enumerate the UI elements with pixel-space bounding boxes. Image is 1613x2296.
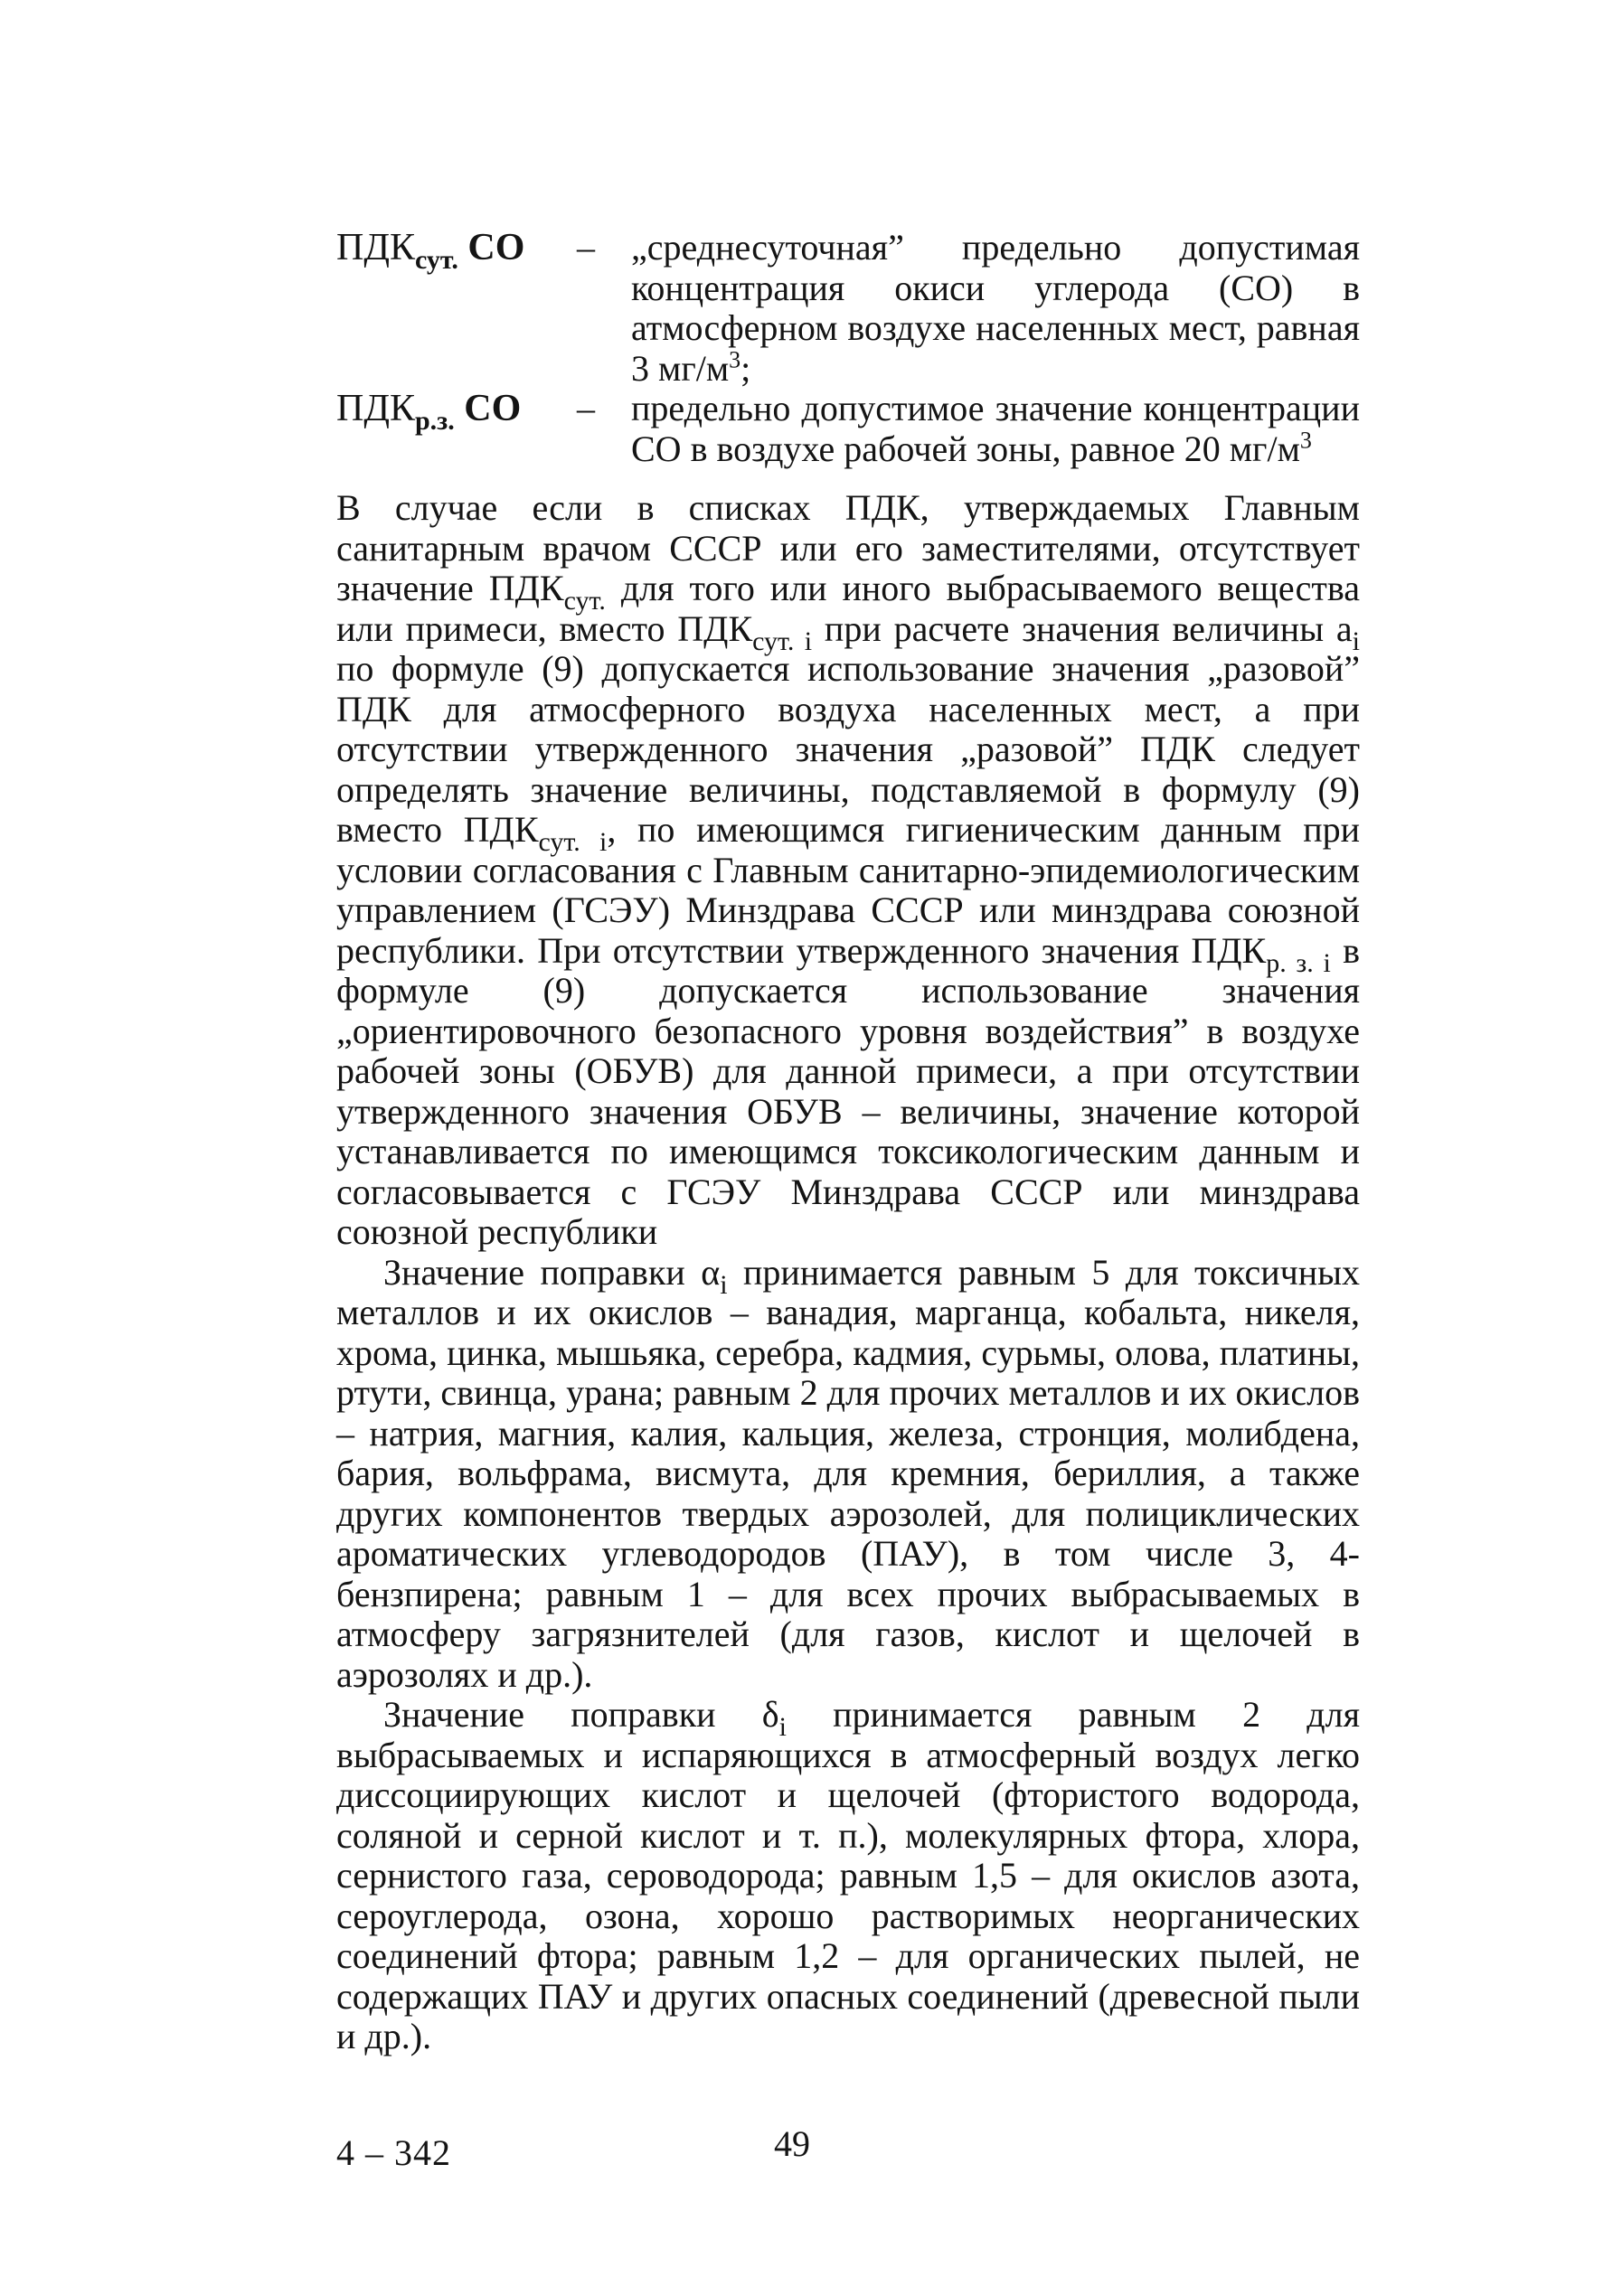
definition-term: $ПДК_{сут.}$ CO <box>336 227 525 275</box>
paragraph-pdk-absence: В случае если в списках ПДК, утверждаемых Главным санитарным врачом СССР или его заместителями, отсутствует значение $ПДК_{сут.}$ для того или иного выбрасываемого вещества или примеси, вместо $ПДК_{сут. i}$ при расчете значения величины $a_i$ по формуле (9) допускается использование значения „разовой” ПДК для атмосферного воздуха населенных мест, а при отсутствии утвержденного значения „разовой” ПДК следует определять значение величины, подставляемой в формулу (9) вместо $ПДК_{сут. i}$, по имеющимся гигиеническим данным при условии согласования с Главным санитарно-эпидемиологическим управлением (ГСЭУ) Минздрава СССР или минздрава союзной республики. При отсутствии утвержденного значения $ПДК_{р. з. i}$ в формуле (9) допускается использование значения „ориентировочного безопасного уровня воздействия” в воздухе рабочей зоны (ОБУВ) для данной примеси, а при отсутствии утвержденного значения ОБУВ – величины, значение которой устанавливается по имеющимся токсикологическим данным и согласовывается с ГСЭУ Минздрава СССР или минздрава союзной республики <box>336 487 1361 1252</box>
definitions-list <box>336 228 1360 469</box>
print-signature: 4 – 342 <box>336 2132 451 2173</box>
definition-row <box>336 228 1360 389</box>
page-number: 49 <box>774 2123 810 2164</box>
definition-dash: – <box>577 388 595 428</box>
definition-dash: – <box>577 227 595 268</box>
paragraph-delta-correction: Значение поправки $\delta_i$ принимается равным 2 для выбрасываемых и испаряющихся в атмосферный воздух легко диссоциирующих кислот и щелочей (фтористого водорода, соляной и серной кислот и т. п.), молекулярных фтора, хлора, сернистого газа, сероводорода; равным 1,5 – для окислов азота, сероуглерода, озона, хорошо растворимых неорганических соединений фтора; равным 1,2 – для органических пылей, не содержащих ПАУ и других опасных соединений (древесной пыли и др.). <box>336 1694 1360 2056</box>
definition-text: „среднесуточная” предельно допустимая концентрация окиси углерода (CO) в атмосферном воздухе населенных мест, равная 3 $мг/м^3$; <box>631 227 1360 389</box>
definition-text: предельно допустимое значение концентрации CO в воздухе рабочей зоны, равное 20 $мг/м^3$ <box>631 388 1360 469</box>
paragraph-alpha-correction: Значение поправки $\alpha_i$ принимается равным 5 для токсичных металлов и их окислов – ванадия, марганца, кобальта, никеля, хрома, цинка, мышьяка, серебра, кадмия, сурьмы, олова, платины, ртути, свинца, урана; равным 2 для прочих металлов и их окислов – натрия, магния, калия, кальция, железа, стронция, молибдена, бария, вольфрама, висмута, для кремния, бериллия, а также других компонентов твердых аэрозолей, для полициклических ароматических углеводородов (ПАУ), в том числе 3, 4-бензпирена; равным 1 – для всех прочих выбрасываемых в атмосферу загрязнителей (для газов, кислот и щелочей в аэрозолях и др.). <box>336 1251 1360 1695</box>
body-text <box>336 488 1360 2057</box>
definition-row <box>336 389 1360 469</box>
definition-term: $ПДК_{р.з.}$ CO <box>336 388 522 436</box>
